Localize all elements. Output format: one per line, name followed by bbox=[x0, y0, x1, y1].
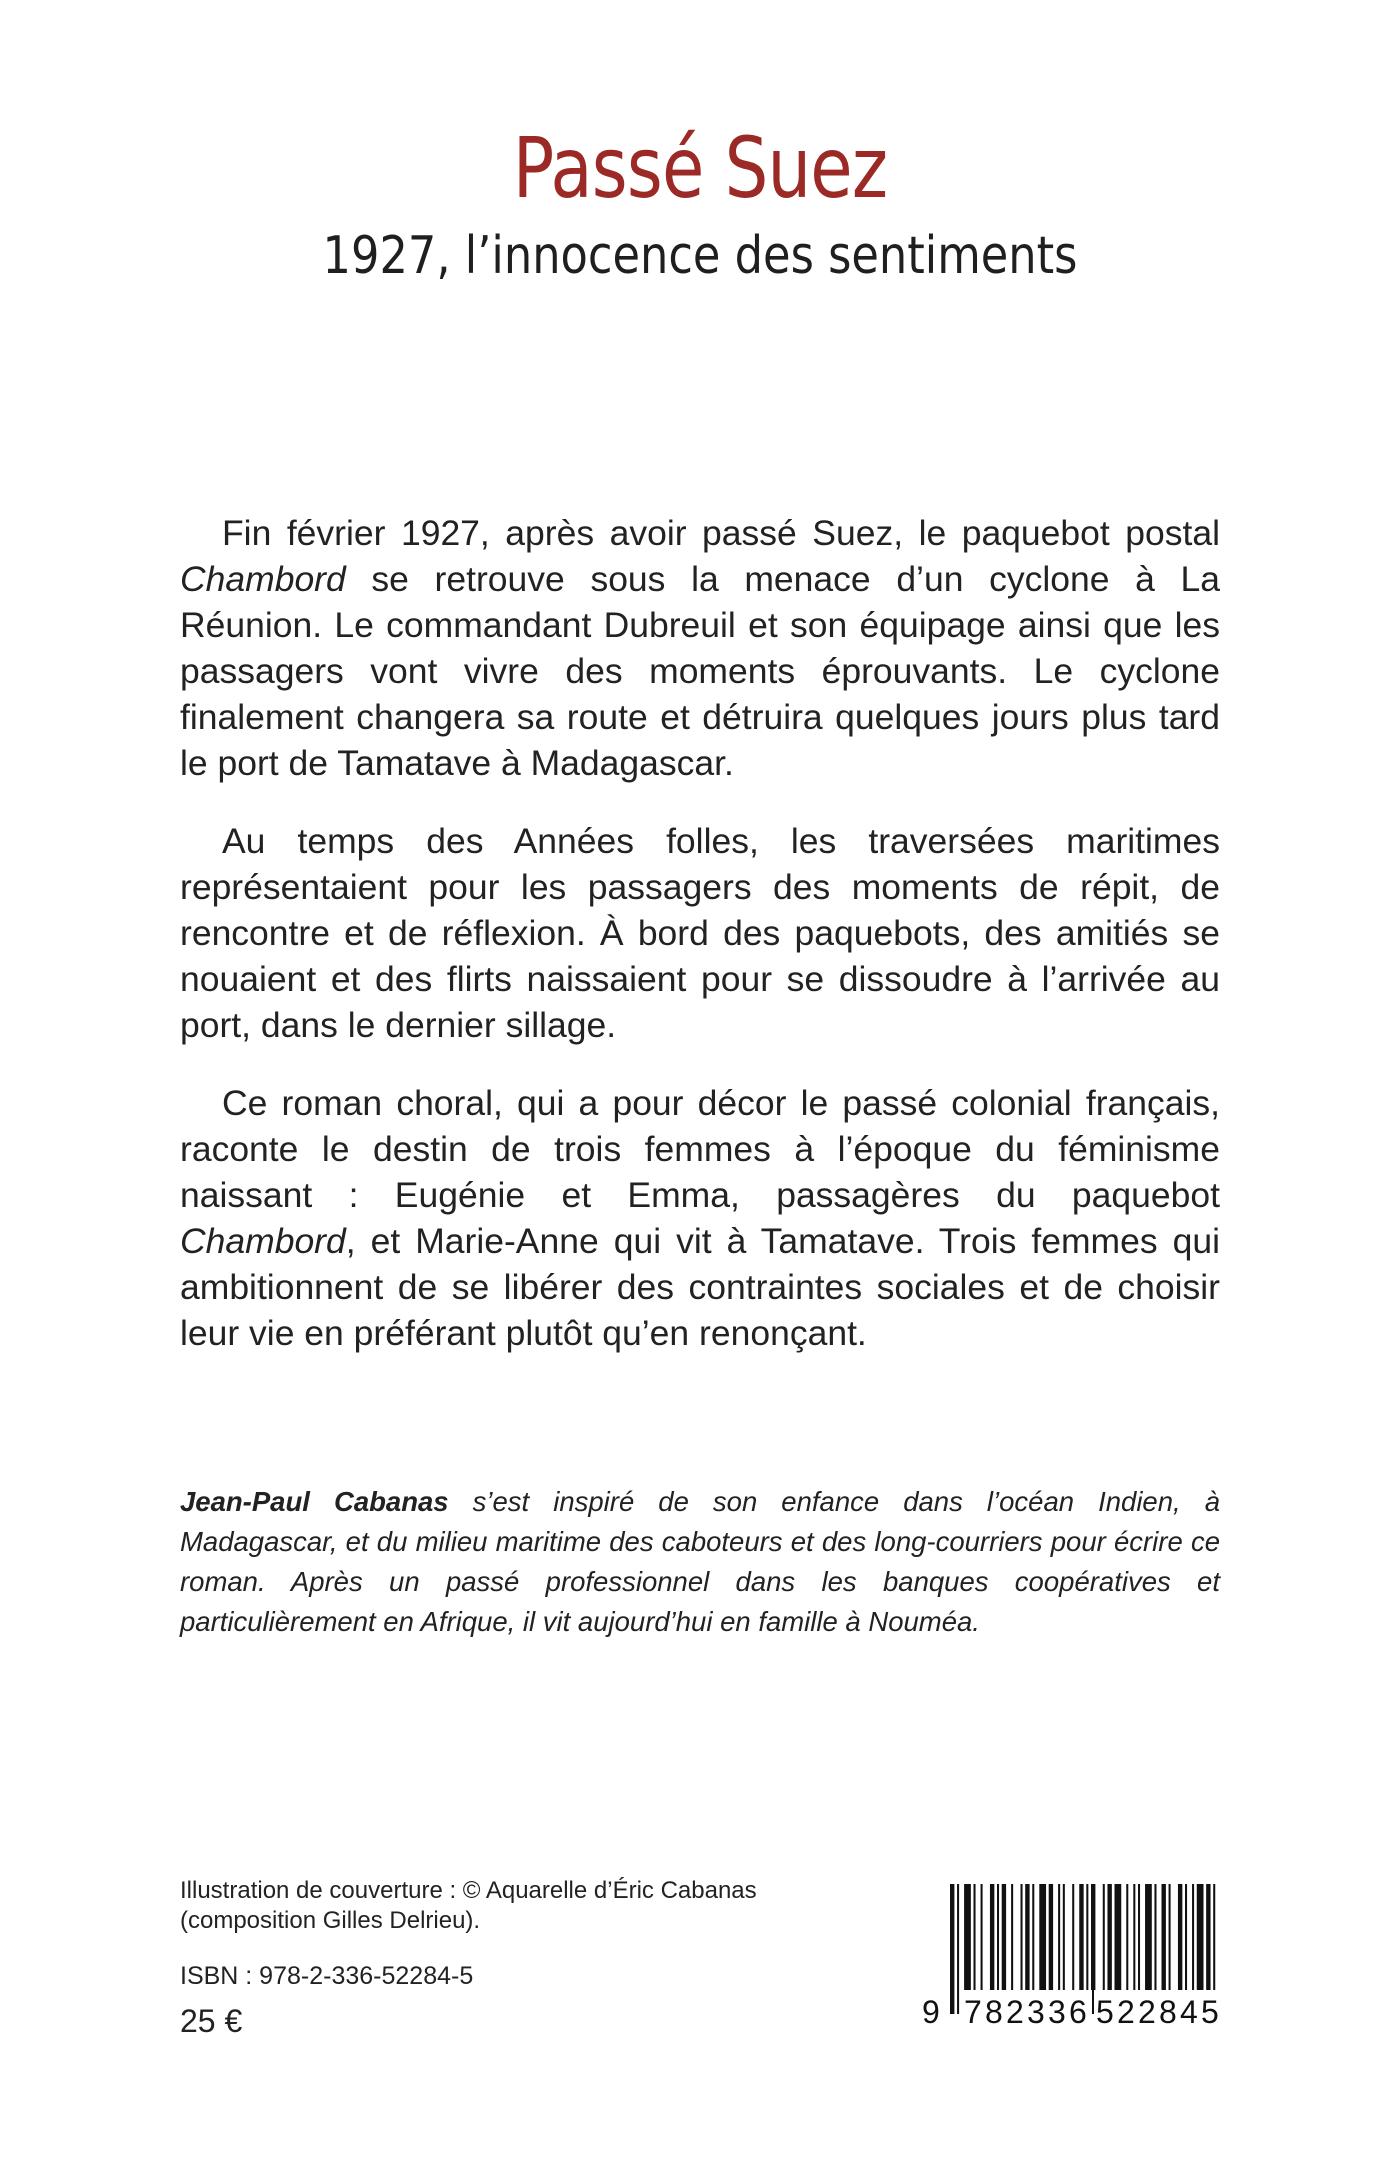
book-subtitle: 1927, l’innocence des sentiments bbox=[322, 226, 1078, 286]
blurb-paragraph-2: Au temps des Années folles, les traversées maritimes représentaient pour les passagers des moments de répit, de rencontre et de réflexion. À bord des paquebots, des amitiés se nouaient et des flirts naissaient pour se dissoudre à l’arrivée au port, dans le dernier sillage. bbox=[180, 821, 1220, 1045]
barcode-right-group: 522845 bbox=[1094, 1990, 1224, 2034]
barcode bbox=[922, 1884, 1224, 2034]
book-title: Passé Suez bbox=[512, 119, 888, 217]
credits-line-2: (composition Gilles Delrieu). bbox=[180, 1907, 481, 1934]
cover-credits bbox=[180, 1876, 757, 1936]
barcode-digits bbox=[922, 1990, 1224, 2034]
author-bio: Jean-Paul Cabanas s’est inspiré de son enfance dans l’océan Indien, à Madagascar, et du milieu maritime des caboteurs et des long-courriers pour écrire ce roman. Après un passé professionnel dans les banques coopératives et particulièrement en Afrique, il vit aujourd’hui en famille à Nouméa. bbox=[180, 1486, 1220, 1637]
price: 25 € bbox=[180, 2003, 243, 2039]
barcode-left-group: 782336 bbox=[962, 1990, 1092, 2034]
back-cover-blurb bbox=[180, 510, 1220, 1388]
barcode-first-digit: 9 bbox=[922, 1990, 940, 2034]
isbn: ISBN : 978-2-336-52284-5 bbox=[180, 1962, 474, 1990]
ship-name: Chambord bbox=[180, 559, 346, 599]
blurb-paragraph-3: Ce roman choral, qui a pour décor le passé colonial français, raconte le destin de trois femmes à l’époque du féminisme naissant : Eugénie et Emma, passagères du paquebot Chambord, et Marie-Anne qui vit à Tamatave. Trois femmes qui ambitionnent de se libérer des contraintes sociales et de choisir leur vie en préférant plutôt qu’en renonçant. bbox=[180, 1083, 1220, 1353]
author-name: Jean-Paul Cabanas bbox=[180, 1486, 449, 1517]
credits-line-1: Illustration de couverture : © Aquarelle d’Éric Cabanas bbox=[180, 1877, 757, 1904]
blurb-paragraph-1: Fin février 1927, après avoir passé Suez, le paquebot postal Chambord se retrouve sous la menace d’un cyclone à La Réunion. Le commandant Dubreuil et son équipage ainsi que les passagers vont vivre des moments éprouvants. Le cyclone finalement changera sa route et détruira quelques jours plus tard le port de Tamatave à Madagascar. bbox=[180, 513, 1220, 783]
ship-name: Chambord bbox=[180, 1221, 346, 1261]
